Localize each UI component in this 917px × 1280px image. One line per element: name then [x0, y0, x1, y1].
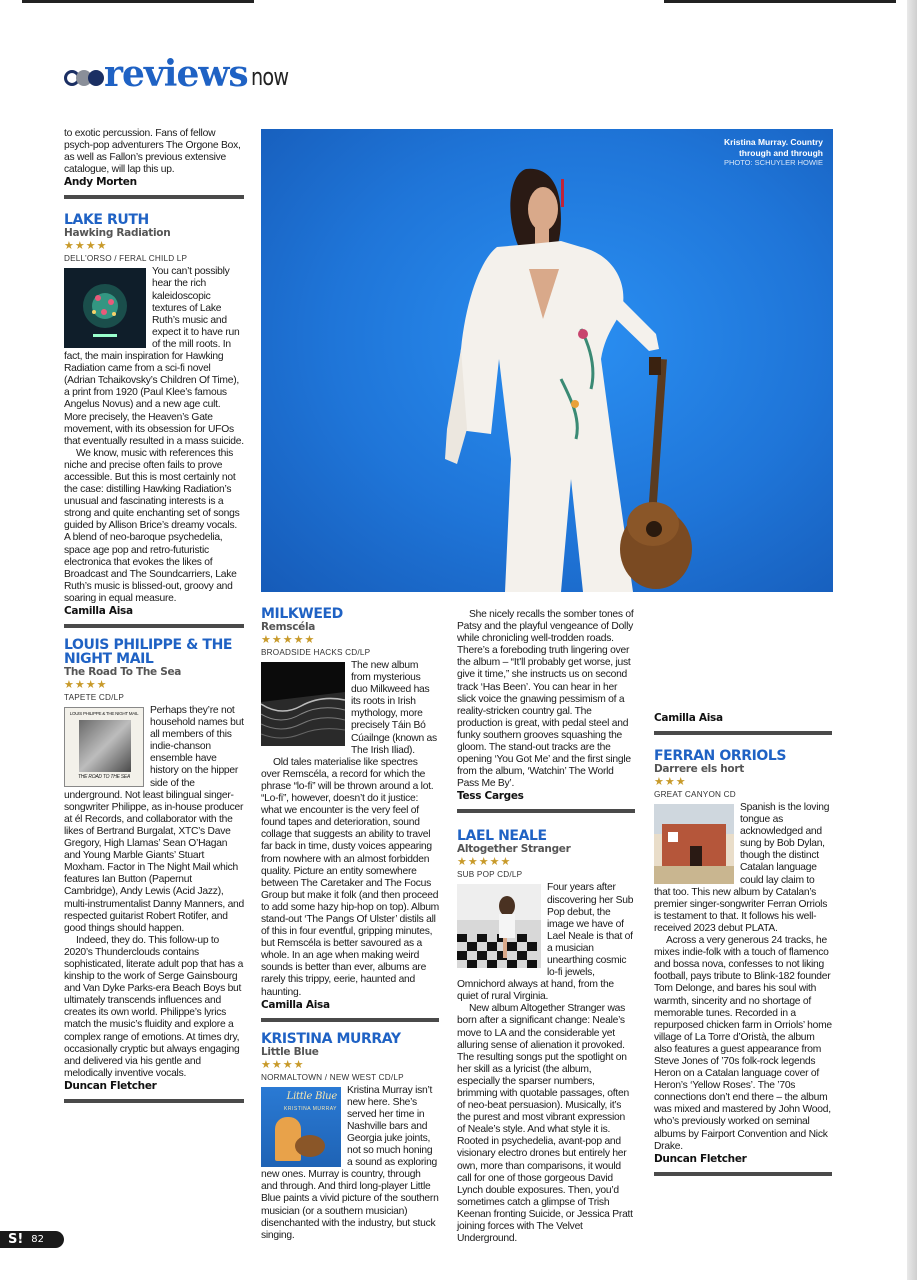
record-label: GREAT CANYON CD [654, 790, 736, 799]
caption-line-2: through and through [738, 147, 823, 158]
intro-author: Andy Morten [64, 176, 137, 189]
review-paragraph: We know, music with references this niche and precise often fails to prove accessible. But this is most certainly not the case: distilling Hawking Radiation’s unusual and fascinating interests is a strong and quite enchanting set of songs guided by Allison Brice’s dreamy vocals. A blend of neo-baroque psychedelia, space age pop and retro-futuristic electronica that evokes the likes of Broadcast and The Soundcarriers, Lake Ruth’s music is blissed-out, groovy and soaring in equal measure. [64, 447, 240, 604]
star-rating: ★★★★★ [261, 634, 316, 646]
review-paragraph: The new album from mysterious duo Milkweed has its roots in Irish mythology, more precisely Táin Bó Cúailnge (known as The Irish Iliad). [351, 660, 437, 756]
review-paragraph: You can’t possibly hear the rich kaleidoscopic textures of Lake Ruth’s music and expect it to have run of the mill roots. In fact, the main inspiration for Hawking Radiation came from a sci-fi novel (Adrian Tchaikovsky’s Children Of Time), a print from 1920 (Paul Klee’s famous Angelus Novus) and a new age cult. More precisely, the Heaven’s Gate movement, with its obsession for UFOs that eventually resulted in a mass suicide. [64, 266, 244, 447]
star-rating: ★★★★ [64, 679, 108, 691]
column-1 [64, 128, 244, 1113]
review-paragraph: Old tales materialise like spectres over Remscéla, a record for which the phrase “lo-fi” will be thrown around a lot. “Lo-fi”, however, doesn’t do it justice: what we encounter is the very feel of found tapes and deterioration, sound collage that suggests an ability to travel far back in time, dusty voices appearing from nowhere with an almost forbidden quality. Picture an entity somewhere between The Caretaker and The Focus Group but make it folk (and then proceed to add some hazy hip-hop on top). Album stand-out ‘The Pangs Of Ulster’ distils all of this in four eventful, gripping minutes, but Remscéla is better savoured as a whole. In an age when making weird sounds is better than ever, albums are rarely this trippy, eerie, haunted and haunting. [261, 756, 439, 998]
record-label: SUB POP CD/LP [457, 870, 523, 880]
star-rating: ★★★★ [261, 1058, 305, 1071]
album-cover-milkweed [261, 662, 345, 746]
review-ferran-orriols [654, 749, 832, 1166]
cover-image [79, 720, 131, 772]
artist-name: LAKE RUTH [64, 212, 149, 229]
review-author: Camilla Aisa [654, 712, 723, 724]
cover-title: LOUIS PHILIPPE & THE NIGHT MAIL [69, 711, 139, 716]
review-lael-neale [457, 829, 635, 1245]
review-author: Tess Carges [457, 790, 524, 803]
masthead-suffix: now [250, 63, 288, 91]
album-title: Altogether Stranger [457, 843, 571, 856]
album-title: Hawking Radiation [64, 227, 171, 240]
review-louis-philippe [64, 638, 244, 1093]
divider [457, 809, 635, 813]
page-number: 82 [31, 1234, 45, 1245]
review-paragraph: Spanish is the loving tongue as acknowledged and sung by Bob Dylan, though the distinct Catalan language could lay claim to that too. This new album by Catalan’s premier singer-songwriter Ferran Orriols is testament to that. It follows his well-received 2023 debut PLATA. [654, 802, 830, 934]
review-paragraph: Across a very generous 24 tracks, he mixes indie-folk with a touch of flamenco and bossa nova, confesses to not liking football, pays tribute to Blink-182 founder Tom Delonge, and bares his soul with warmth, sincerity and no shortage of memorable tunes. Recorded in a repurposed chicken farm in Orriols’ home village of La Torre d’Oristà, the album also features a guest appearance from Steve Jones of ’70s folk-rock legends Heron on a Catalan language cover of Heron’s ‘Yellow Roses’. The ’70s connections don’t end there – the album was mixed and mastered by John Wood, who’s previously worked on seminal albums by Fairport Convention and Nick Drake. [654, 935, 832, 1152]
star-rating: ★★★★ [64, 240, 108, 253]
record-label: BROADSIDE HACKS CD/LP [261, 648, 371, 657]
page-folio [0, 1231, 64, 1248]
divider [654, 1172, 832, 1176]
album-title: Remscéla [261, 621, 316, 633]
feature-photo [261, 129, 833, 592]
masthead-dots-icon [64, 70, 100, 86]
photo-illustration [261, 129, 833, 592]
cover-subtitle: THE ROAD TO THE SEA [77, 773, 131, 780]
section-masthead [64, 53, 297, 95]
album-cover-lael-neale [457, 884, 541, 968]
cover-subtitle: KRISTINA MURRAY [284, 1105, 337, 1112]
top-rule-right [664, 0, 896, 3]
review-paragraph: Kristina Murray isn’t new here. She’s served her time in Nashville bars and Georgia juke joints, not so much honing a sound as exploring new ones. Murray is country, through and through. And third long-player Little Blue paints a vivid picture of the southern musician (or a southern musician) disenchanted with the industry, but stuck singing. [261, 1084, 439, 1241]
review-paragraph-continued: She nicely recalls the somber tones of Patsy and the playful vengeance of Dolly while chronicling well-trodden roads. There’s a foreboding truth lingering over the album – “It’ll probably get worse, just give it time,” she instructs us on second track ‘Has Been’. You can hear in her slick voice the gnawing pessimism of a reality-stricken country gal. The production is great, with pedal steel and funky southern grooves squashing the gloom. The stand-out tracks are the opening ‘You Got Me’ and the first single from the album, ‘Watchin’ The World Pass Me By’. [457, 609, 634, 790]
top-rule-left [22, 0, 254, 3]
divider [64, 195, 244, 199]
divider [654, 731, 832, 735]
review-paragraph: Perhaps they’re not household names but all members of this indie-chanson ensemble have history on the hipper side of the underground. Not least bilingual singer-songwriter Philippe, as in-house producer at él Records, and collaborator with the likes of Bertrand Burgalat, XTC’s Dave Gregory, High Llamas’ Sean O’Hagan and Young Marble Giants’ Stuart Moxham. Factor in The Night Mail which features Ian Button (Papernut Cambridge), Andy Lewis (Acid Jazz), multi-instrumentalist Danny Manners, and respected guitarist Robert Rotifer, and good things should happen. [64, 705, 244, 934]
divider [64, 1099, 244, 1103]
intro-text: to exotic percussion. Fans of fellow psych-pop adventurers The Orgone Box, as well as Fallon’s previous extensive catalogue, will lap this up. [64, 128, 241, 176]
cover-title: Little Blue [286, 1090, 337, 1102]
album-cover-ferran-orriols [654, 804, 734, 884]
record-label: DELL’ORSO / FERAL CHILD LP [64, 254, 188, 264]
star-rating: ★★★★★ [457, 856, 512, 869]
review-kristina-murray [261, 1032, 439, 1242]
album-title: Little Blue [261, 1045, 319, 1058]
review-author: Duncan Fletcher [64, 1079, 157, 1092]
artist-name: LAEL NEALE [457, 828, 547, 845]
page-gutter [907, 0, 917, 1280]
column-4-main [654, 712, 832, 1186]
review-milkweed [261, 607, 439, 1012]
album-cover-kristina-murray [261, 1087, 341, 1167]
review-paragraph: Indeed, they do. This follow-up to 2020’s Thunderclouds contains sophisticated, literate adult pop that has a kinship to the work of Serge Gainsbourg and Van Dyke Parks-era Beach Boys but ultimately transcends influences and creates its own world. Philippe’s lyrics match the music’s fluidity and explore a complex range of emotions. At times dry, occasionally cryptic but always engaging and delivered via his gentle and melodically inventive vocals. [64, 934, 244, 1079]
album-title: The Road To The Sea [64, 666, 182, 678]
artist-name: LOUIS PHILIPPE & THE NIGHT MAIL [64, 637, 233, 667]
artist-name: MILKWEED [261, 606, 343, 622]
record-label: NORMALTOWN / NEW WEST CD/LP [261, 1072, 404, 1082]
review-lake-ruth [64, 213, 244, 618]
album-title: Darrere els hort [654, 763, 744, 775]
caption-line-1: Kristina Murray. Country [723, 137, 823, 147]
review-author: Duncan Fletcher [654, 1152, 747, 1165]
column-3 [457, 609, 635, 1245]
divider [261, 1018, 439, 1022]
artist-name: FERRAN ORRIOLS [654, 748, 787, 764]
review-author: Camilla Aisa [64, 605, 133, 617]
divider [64, 624, 244, 628]
folio-logo: S! [8, 1232, 24, 1247]
star-rating: ★★★ [654, 776, 687, 788]
photo-credit: PHOTO: SCHUYLER HOWIE [723, 158, 823, 167]
masthead-brand: reviews [104, 53, 248, 95]
column-2 [261, 607, 439, 1242]
review-author: Camilla Aisa [261, 998, 330, 1011]
artist-name: KRISTINA MURRAY [261, 1030, 401, 1047]
album-cover-louis-philippe [64, 707, 144, 787]
record-label: TAPETE CD/LP [64, 693, 125, 702]
photo-caption [724, 137, 823, 169]
cover-guitar [295, 1135, 325, 1157]
review-paragraph: New album Altogether Stranger was born after a significant change: Neale’s move to LA and the considerable yet alluring sense of alienation it provoked. The resulting songs put the spotlight on her skill as a lyricist (the album, especially the sparser numbers, brimming with quotable passages, often of neo-beat persuasion). Musically, it’s the purest and most vibrant expression of Neale’s style. And what style it is. Rooted in psychedelia, avant-pop and visionary electro drones but entirely her own, more than comparisons, it would call for one of those gorgeous David Lynch double exposures. Then, you’d sometimes catch a glimpse of Trish Keenan fronting Suicide, or Jessica Pratt joining forces with The Velvet Underground. [457, 1003, 633, 1245]
review-paragraph: Four years after discovering her Sub Pop debut, the image we have of Lael Neale is that of a musician unearthing cosmic lo-fi jewels, Omnichord always at hand, from the quiet of rural Virginia. [457, 882, 634, 1003]
album-cover-lake-ruth [64, 268, 146, 348]
